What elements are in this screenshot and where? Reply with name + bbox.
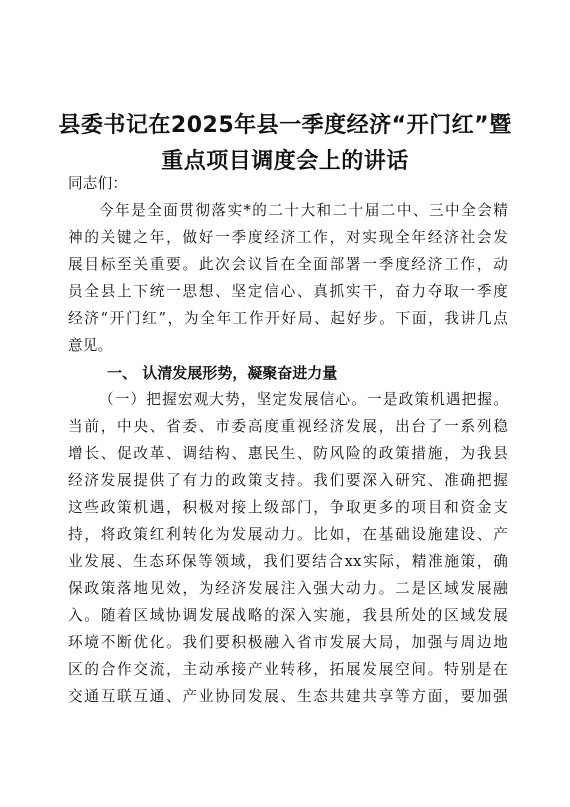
paragraph-line: 这些政策机遇，积极对接上级部门，争取更多的项目和资金支: [68, 499, 508, 516]
paragraph-line: 员全县上下统一思想、坚定信心、真抓实干，奋力夺取一季度: [68, 283, 508, 300]
section-heading: 一、 认清发展形势，凝聚奋进力量: [107, 364, 338, 382]
paragraph-line: 入。随着区域协调发展战略的深入实施，我县所处的区域发展: [68, 607, 508, 624]
paragraph-line: 经济“开门红”，为全年工作开好局、起好步。下面，我讲几点: [68, 310, 508, 327]
paragraph-line: 环境不断优化。我们要积极融入省市发展大局，加强与周边地: [68, 634, 508, 651]
paragraph-line: 交通互联互通、产业协同发展、生态共建共享等方面，要加强: [68, 688, 508, 705]
salutation: 同志们：: [68, 175, 128, 192]
paragraph-line: 经济发展提供了有力的政策支持。我们要深入研究、准确把握: [68, 472, 508, 489]
paragraph-line: 增长、促改革、调结构、惠民生、防风险的政策措施，为我县: [68, 445, 508, 462]
paragraph-line: 持，将政策红利转化为发展动力。比如，在基础设施建设、产: [68, 526, 508, 543]
paragraph-line: 保政策落地见效，为经济发展注入强大动力。二是区域发展融: [68, 580, 508, 597]
document-title-line-2: 重点项目调度会上的讲话: [161, 149, 409, 174]
paragraph-line: （一）把握宏观大势，坚定发展信心。一是政策机遇把握。: [99, 391, 508, 408]
document-title-line-1: 县委书记在2025年县一季度经济“开门红”暨: [58, 113, 512, 138]
paragraph-line: 业发展、生态环保等领域，我们要结合xx实际，精准施策，确: [68, 553, 508, 570]
paragraph-line: 当前，中央、省委、市委高度重视经济发展，出台了一系列稳: [68, 418, 508, 435]
paragraph-line: 今年是全面贯彻落实*的二十大和二十届二中、三中全会精: [99, 202, 508, 219]
paragraph-line: 区的合作交流，主动承接产业转移，拓展发展空间。特别是在: [68, 661, 508, 678]
paragraph-line: 意见。: [68, 337, 113, 354]
paragraph-line: 神的关键之年，做好一季度经济工作，对实现全年经济社会发: [68, 229, 508, 246]
paragraph-line: 展目标至关重要。此次会议旨在全面部署一季度经济工作，动: [68, 256, 508, 273]
